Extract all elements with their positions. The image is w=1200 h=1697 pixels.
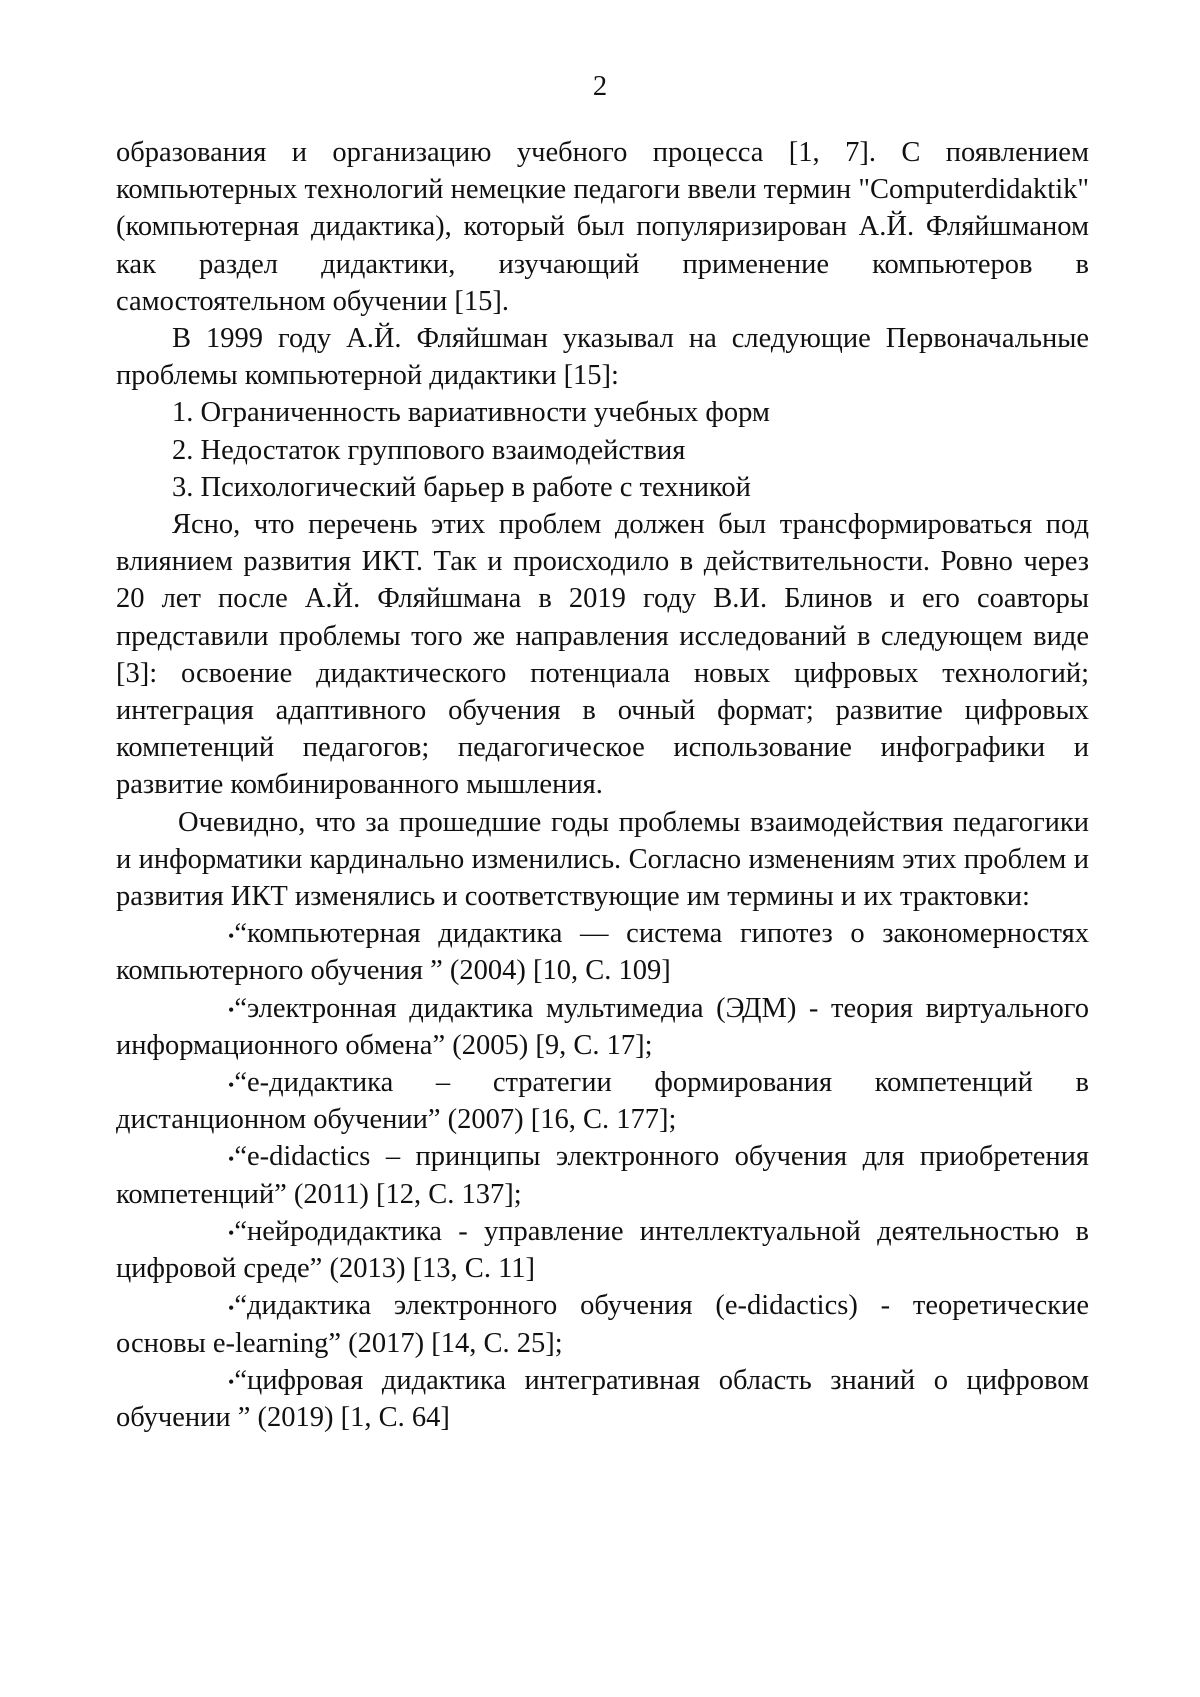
page-body <box>116 134 1089 1436</box>
definition-text: “дидактика электронного обучения (e-didactics) - теоретические основы e-learning” (2017) [14, С. 25]; <box>116 1290 1089 1359</box>
bullet-icon: • <box>228 1000 235 1021</box>
paragraph-terms-lead: Очевидно, что за прошедшие годы проблемы взаимодействия педагогики и информатики кардинально изменились. Согласно изменениям этих проблем и развития ИКТ изменялись и соответствующие им термины и их трактовки: <box>116 806 1089 913</box>
paragraph-transformation: Ясно, что перечень этих проблем должен был трансформироваться под влиянием развития ИКТ. Так и происходило в действительности. Ровно через 20 лет после А.Й. Фляйшмана в 2019 году В.И. Блинов и его соавторы представили проблемы того же направления исследований в следующем виде [3]: освоение дидактического потенциала новых цифровых технологий; интеграция адаптивного обучения в очный формат; развитие цифровых компетенций педагогов; педагогическое использование инфографики и развитие комбинированного мышления. <box>116 509 1089 801</box>
definition-item <box>116 1064 1089 1138</box>
bullet-icon: • <box>228 1223 235 1244</box>
bullet-icon: • <box>228 1148 235 1169</box>
definition-item <box>116 1362 1089 1436</box>
definition-text: “е-дидактика – стратегии формирования компетенций в дистанционном обучении” (2007) [16, С. 177]; <box>116 1067 1089 1136</box>
definition-item <box>116 1287 1089 1361</box>
definition-item <box>116 990 1089 1064</box>
definition-text: “e-didactics – принципы электронного обучения для приобретения компетенций” (2011) [12, С. 137]; <box>116 1141 1089 1210</box>
paragraph-intro: образования и организацию учебного процесса [1, 7]. С появлением компьютерных технологий немецкие педагоги ввели термин "Computerdidaktik" (компьютерная дидактика), который был популяризирован А.Й. Фляйшманом как раздел дидактики, изучающий применение компьютеров в самостоятельном обучении [15]. <box>116 137 1089 317</box>
paragraph-problems-lead: В 1999 году А.Й. Фляйшман указывал на следующие Первоначальные проблемы компьютерной дидактики [15]: <box>116 323 1089 392</box>
numbered-list-item: 3. Психологический барьер в работе с техникой <box>172 471 751 503</box>
bullet-icon: • <box>228 1074 235 1095</box>
numbered-list <box>116 394 1089 506</box>
numbered-list-item: 2. Недостаток группового взаимодействия <box>172 434 686 466</box>
page-number: 2 <box>592 71 608 102</box>
definition-text: “компьютерная дидактика — система гипотез о закономерностях компьютерного обучения ” (2004) [10, С. 109] <box>116 918 1089 987</box>
bullet-icon: • <box>228 1297 235 1318</box>
bullet-icon: • <box>228 1372 235 1393</box>
definition-item <box>116 1138 1089 1212</box>
numbered-list-item: 1. Ограниченность вариативности учебных форм <box>172 397 770 429</box>
definitions-list <box>116 915 1089 1436</box>
definition-item <box>116 1213 1089 1287</box>
bullet-icon: • <box>228 925 235 946</box>
definition-text: “электронная дидактика мультимедиа (ЭДМ) - теория виртуального информационного обмена” (2005) [9, С. 17]; <box>116 992 1089 1061</box>
definition-text: “цифровая дидактика интегративная область знаний о цифровом обучении ” (2019) [1, С. 64] <box>116 1364 1089 1433</box>
definition-text: “нейродидактика - управление интеллектуальной деятельностью в цифровой среде” (2013) [13, С. 11] <box>116 1215 1089 1285</box>
definition-item <box>116 915 1089 989</box>
